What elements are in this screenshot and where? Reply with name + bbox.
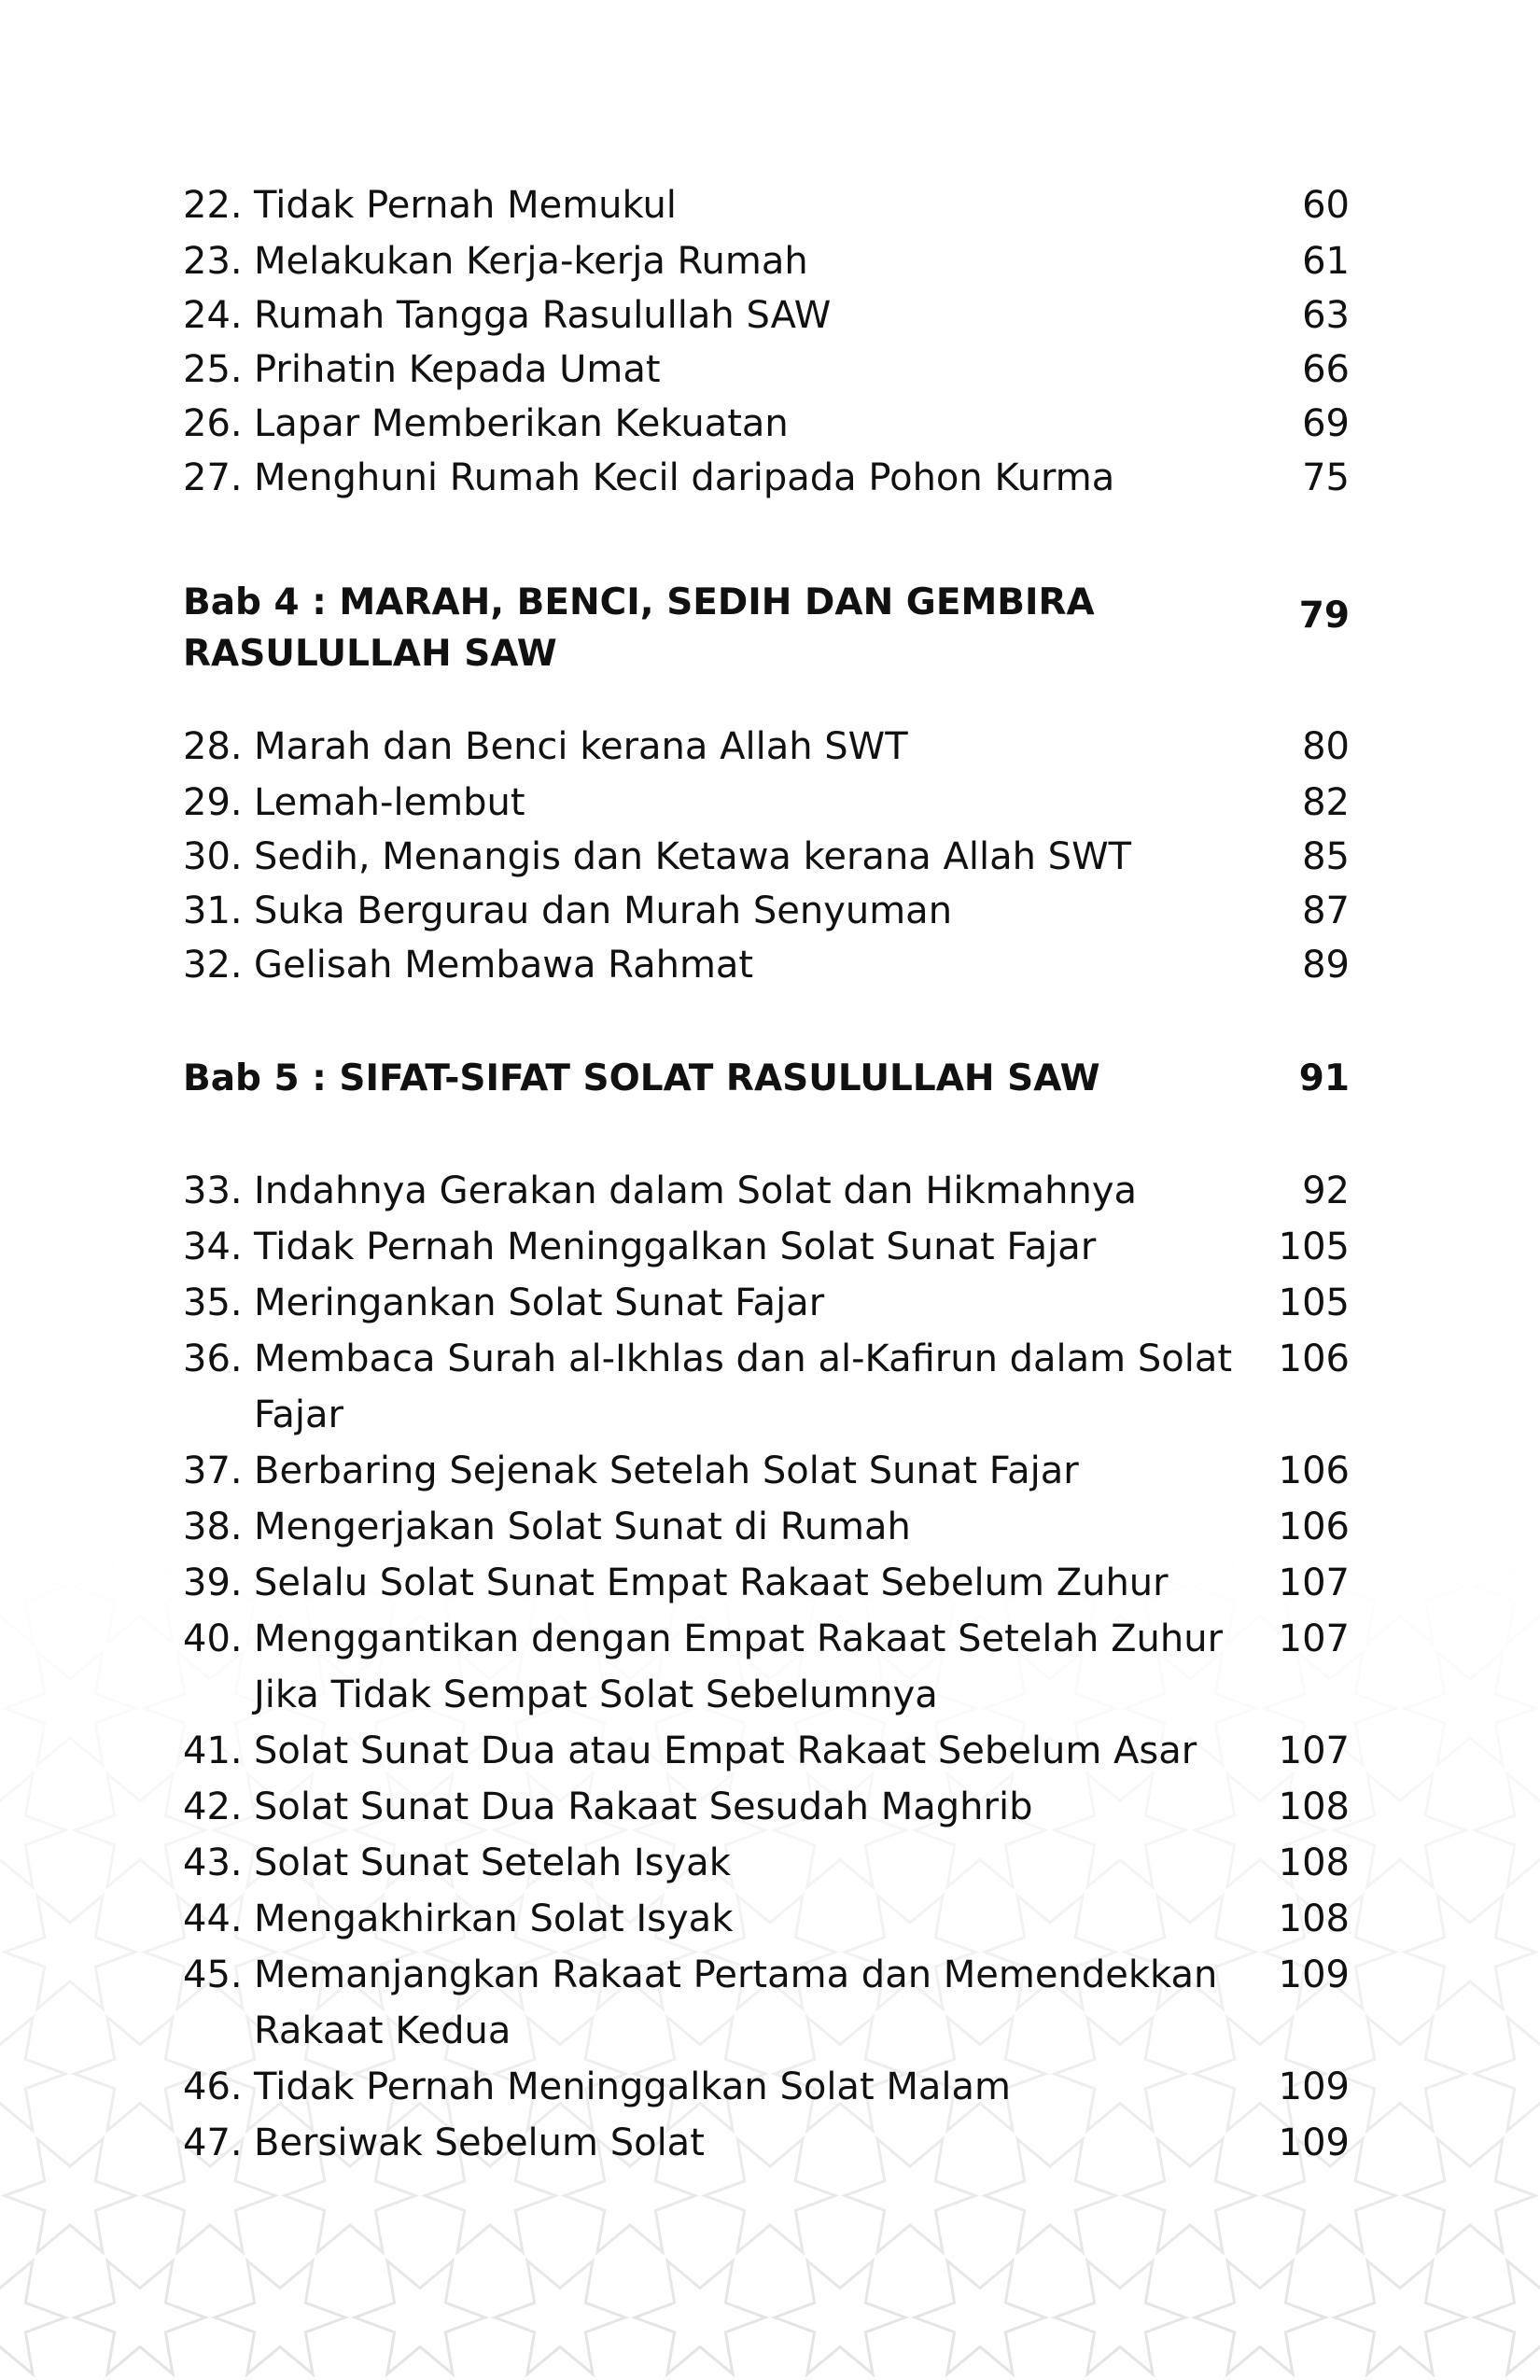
- entry-number: 32.: [183, 944, 243, 987]
- toc-entry: [183, 1331, 1353, 1443]
- entry-number: 45.: [183, 1953, 243, 1996]
- entry-page-number: 106: [1278, 1449, 1350, 1492]
- entry-title: Memanjangkan Rakaat Pertama dan Memendekkan Rakaat Kedua: [254, 1953, 1218, 2052]
- entry-title: Selalu Solat Sunat Empat Rakaat Sebelum Zuhur: [254, 1561, 1169, 1604]
- toc-entry: [183, 829, 1353, 885]
- entry-page-number: 66: [1302, 348, 1350, 391]
- entry-title: Rumah Tangga Rasulullah SAW: [254, 294, 832, 337]
- toc-entry: [183, 2059, 1353, 2115]
- toc-entry: [183, 719, 1353, 775]
- toc-entry: [183, 1555, 1353, 1611]
- entry-title: Sedih, Menangis dan Ketawa kerana Allah SWT: [254, 835, 1132, 878]
- entry-number: 31.: [183, 889, 243, 932]
- chapter-title: Bab 4 : MARAH, BENCI, SEDIH DAN GEMBIRA RASULULLAH SAW: [183, 581, 1095, 675]
- entry-title: Indahnya Gerakan dalam Solat dan Hikmahnya: [254, 1169, 1138, 1212]
- entry-number: 25.: [183, 348, 243, 391]
- entry-page-number: 107: [1278, 1617, 1350, 1660]
- entry-title: Tidak Pernah Memukul: [254, 184, 677, 227]
- entry-title: Suka Bergurau dan Murah Senyuman: [254, 889, 953, 932]
- entry-page-number: 85: [1302, 835, 1350, 878]
- entry-page-number: 109: [1278, 2121, 1350, 2164]
- toc-entry: [183, 1611, 1353, 1723]
- entry-page-number: 108: [1278, 1785, 1350, 1828]
- toc-entry: [183, 1443, 1353, 1499]
- entry-page-number: 89: [1302, 944, 1350, 987]
- toc-entry: [183, 1891, 1353, 1947]
- entry-title: Solat Sunat Dua atau Empat Rakaat Sebelum Asar: [254, 1729, 1197, 1772]
- entry-number: 47.: [183, 2121, 243, 2164]
- entry-title: Lemah-lembut: [254, 781, 525, 824]
- entry-page-number: 75: [1302, 456, 1350, 499]
- entry-page-number: 105: [1278, 1225, 1350, 1268]
- entry-title: Prihatin Kepada Umat: [254, 348, 661, 391]
- entry-number: 43.: [183, 1841, 243, 1884]
- entry-page-number: 106: [1278, 1505, 1350, 1548]
- chapter-title: Bab 5 : SIFAT-SIFAT SOLAT RASULULLAH SAW: [183, 1057, 1100, 1099]
- entry-title: Meringankan Solat Sunat Fajar: [254, 1281, 825, 1324]
- entry-number: 41.: [183, 1729, 243, 1772]
- entry-page-number: 63: [1302, 294, 1350, 337]
- entry-page-number: 92: [1302, 1169, 1350, 1212]
- entry-title: Lapar Memberikan Kekuatan: [254, 402, 789, 445]
- toc-entry: [183, 1779, 1353, 1835]
- entry-page-number: 87: [1302, 889, 1350, 932]
- entry-page-number: 107: [1278, 1561, 1350, 1604]
- entry-title: Menghuni Rumah Kecil daripada Pohon Kurma: [254, 456, 1115, 499]
- entry-number: 46.: [183, 2065, 243, 2108]
- entry-number: 36.: [183, 1337, 243, 1380]
- entry-number: 42.: [183, 1785, 243, 1828]
- entry-title: Bersiwak Sebelum Solat: [254, 2121, 705, 2164]
- toc-entry: [183, 775, 1353, 831]
- entry-number: 22.: [183, 184, 243, 227]
- toc-entry: [183, 287, 1353, 343]
- entry-number: 38.: [183, 1505, 243, 1548]
- entry-page-number: 108: [1278, 1897, 1350, 1940]
- entry-title: Gelisah Membawa Rahmat: [254, 944, 754, 987]
- toc-entry: [183, 233, 1353, 289]
- entry-title: Tidak Pernah Meninggalkan Solat Malam: [254, 2065, 1011, 2108]
- toc-entry: [183, 937, 1353, 993]
- toc-entry: [183, 450, 1353, 506]
- entry-title: Menggantikan dengan Empat Rakaat Setelah Zuhur Jika Tidak Sempat Solat Sebelumnya: [254, 1617, 1224, 1716]
- entry-number: 30.: [183, 835, 243, 878]
- entry-page-number: 69: [1302, 402, 1350, 445]
- entry-number: 27.: [183, 456, 243, 499]
- chapter-page-number: 79: [1298, 595, 1350, 637]
- entry-number: 34.: [183, 1225, 243, 1268]
- entry-page-number: 109: [1278, 2065, 1350, 2108]
- entry-number: 44.: [183, 1897, 243, 1940]
- entry-page-number: 60: [1302, 184, 1350, 227]
- entry-number: 26.: [183, 402, 243, 445]
- toc-entry: [183, 396, 1353, 452]
- toc-entry: [183, 177, 1353, 233]
- entry-number: 29.: [183, 781, 243, 824]
- toc-entry: [183, 1835, 1353, 1891]
- entry-title: Membaca Surah al-Ikhlas dan al-Kafirun dalam Solat Fajar: [254, 1337, 1233, 1436]
- entry-title: Mengakhirkan Solat Isyak: [254, 1897, 734, 1940]
- entry-title: Marah dan Benci kerana Allah SWT: [254, 725, 908, 768]
- toc-entry: [183, 1219, 1353, 1275]
- toc-entry: [183, 2115, 1353, 2171]
- entry-page-number: 61: [1302, 240, 1350, 283]
- entry-title: Solat Sunat Dua Rakaat Sesudah Maghrib: [254, 1785, 1033, 1828]
- entry-number: 40.: [183, 1617, 243, 1660]
- entry-page-number: 105: [1278, 1281, 1350, 1324]
- entry-page-number: 82: [1302, 781, 1350, 824]
- entry-number: 24.: [183, 294, 243, 337]
- entry-page-number: 107: [1278, 1729, 1350, 1772]
- entry-number: 37.: [183, 1449, 243, 1492]
- entry-number: 33.: [183, 1169, 243, 1212]
- entry-number: 28.: [183, 725, 243, 768]
- chapter-page-number: 91: [1298, 1057, 1350, 1099]
- entry-page-number: 109: [1278, 1953, 1350, 1996]
- entry-number: 35.: [183, 1281, 243, 1324]
- toc-entry: [183, 1947, 1353, 2059]
- entry-title: Melakukan Kerja-kerja Rumah: [254, 240, 808, 283]
- entry-page-number: 106: [1278, 1337, 1350, 1380]
- entry-title: Tidak Pernah Meninggalkan Solat Sunat Fajar: [254, 1225, 1097, 1268]
- toc-entry: [183, 883, 1353, 939]
- toc-entry: [183, 1163, 1353, 1219]
- toc-entry: [183, 1275, 1353, 1331]
- entry-page-number: 108: [1278, 1841, 1350, 1884]
- entry-number: 39.: [183, 1561, 243, 1604]
- entry-page-number: 80: [1302, 725, 1350, 768]
- toc-entry: [183, 1499, 1353, 1555]
- toc-entry: [183, 1723, 1353, 1779]
- entry-title: Mengerjakan Solat Sunat di Rumah: [254, 1505, 911, 1548]
- entry-number: 23.: [183, 240, 243, 283]
- entry-title: Berbaring Sejenak Setelah Solat Sunat Fajar: [254, 1449, 1079, 1492]
- toc-entry: [183, 342, 1353, 398]
- entry-title: Solat Sunat Setelah Isyak: [254, 1841, 731, 1884]
